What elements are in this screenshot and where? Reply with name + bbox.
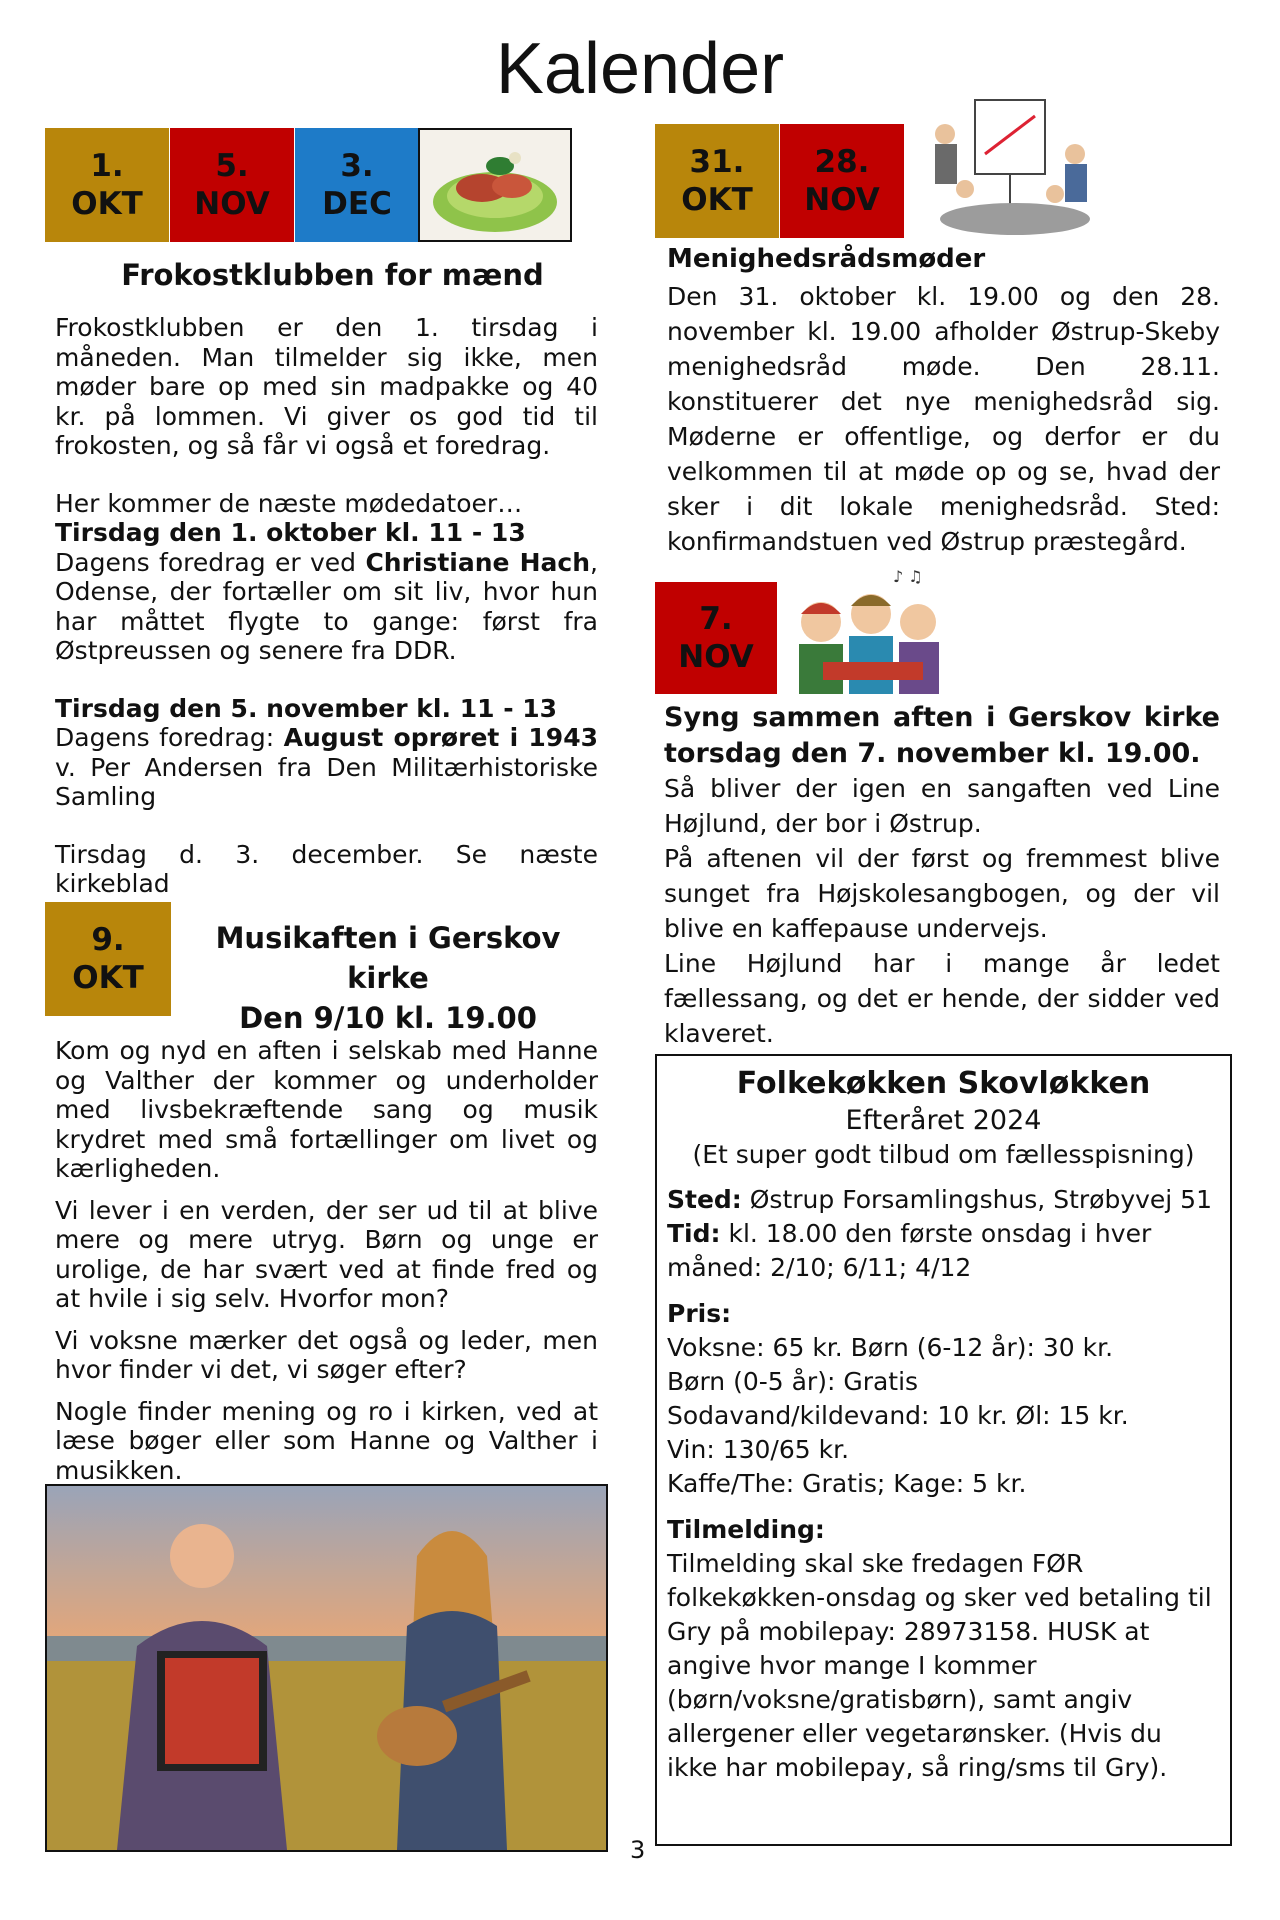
meni-heading: Menighedsrådsmøder: [667, 244, 986, 274]
musicians-photo: [45, 1484, 608, 1852]
musik-p2: Vi lever i en verden, der ser ud til at blive mere og mere utryg. Børn og unge er urolige, de har svært ved at finde fred og at hvile i sig selv. Hvorfor mon?: [55, 1195, 598, 1313]
badge-month: NOV: [194, 186, 270, 222]
page-number: 3: [630, 1836, 646, 1864]
badge-month: OKT: [72, 960, 144, 996]
date-badge-musik: [45, 902, 171, 1016]
syng-text: [664, 771, 1220, 1051]
badge-day: 1.: [90, 148, 124, 184]
page-title: Kalender: [495, 29, 785, 109]
folke-pris-line: Kaffe/The: Gratis; Kage: 5 kr.: [667, 1469, 1027, 1498]
date1-heading: Tirsdag den 1. oktober kl. 11 - 13: [55, 518, 526, 547]
date2-text: Dagens foredrag: August oprøret i 1943 v. Per Andersen fra Den Militærhistoriske Samling: [55, 723, 598, 811]
badge-month: NOV: [804, 182, 880, 218]
date-badge-meni-oct: [655, 124, 779, 238]
badge-day: 5.: [215, 148, 249, 184]
meeting-cartoon: [905, 94, 1120, 244]
folke-pris-line: Sodavand/kildevand: 10 kr. Øl: 15 kr.: [667, 1401, 1129, 1430]
folke-tilm-text: Tilmelding skal ske fredagen FØR folkekøkken-onsdag og sker ved betaling til Gry på mobilepay: 28973158. HUSK at angive hvor mange I kommer (børn/voksne/gratisbørn), samt angiv allergener eller vegetarønsker. (Hvis du ikke har mobilepay, så ring/sms til Gry).: [667, 1549, 1212, 1782]
folke-pris-line: Børn (0-5 år): Gratis: [667, 1367, 919, 1396]
badge-day: 3.: [340, 148, 374, 184]
frokost-dates-intro: Her kommer de næste mødedatoer…: [55, 488, 523, 518]
badge-day: 9.: [91, 922, 125, 958]
folkekokken-box: [655, 1054, 1232, 1846]
folke-subtitle: Efteråret 2024: [845, 1105, 1042, 1136]
date-badge-nov: [170, 128, 294, 242]
frokost-heading: Frokostklubben for mænd: [121, 258, 544, 292]
folke-pris-line: Vin: 130/65 kr.: [667, 1435, 850, 1464]
musik-heading-line1: Musikaften i Gerskov kirke: [215, 921, 561, 995]
folke-pris-label: Pris:: [667, 1299, 732, 1328]
date-badge-meni-nov: [780, 124, 904, 238]
folke-tid: Tid: kl. 18.00 den første onsdag i hver måned: 2/10; 6/11; 4/12: [667, 1219, 1152, 1282]
date-badge-syng: [655, 582, 777, 694]
syng-heading: Syng sammen aften i Gerskov kirke torsdag den 7. november kl. 19.00.: [664, 702, 1220, 769]
badge-month: NOV: [678, 639, 754, 675]
syng-p2: På aftenen vil der først og fremmest blive sunget fra Højskolesangbogen, og der vil blive en kaffepause undervejs.: [664, 844, 1220, 943]
syng-p3: Line Højlund har i mange år ledet fællessang, og det er hende, der sidder ved klaveret.: [664, 949, 1220, 1048]
musik-p4: Nogle finder mening og ro i kirken, ved at læse bøger eller som Hanne og Valther i musikken.: [55, 1396, 598, 1485]
meni-text: Den 31. oktober kl. 19.00 og den 28. november kl. 19.00 afholder Østrup-Skeby menighedsråd møde. Den 28.11. konstituerer det nye menighedsråd sig. Møderne er offentlige, og derfor er du velkommen til at møde op og se, hvad der sker i dit lokale menighedsråd. Sted: konfirmandstuen ved Østrup præstegård.: [667, 282, 1220, 556]
date2-heading: Tirsdag den 5. november kl. 11 - 13: [55, 693, 558, 723]
date-badge-oct: [45, 128, 169, 242]
badge-month: DEC: [322, 186, 392, 222]
folke-subtitle2: (Et super godt tilbud om fællesspisning): [692, 1140, 1195, 1169]
svg-text:♪ ♫: ♪ ♫: [893, 567, 923, 586]
folke-heading: Folkekøkken Skovløkken: [736, 1066, 1151, 1101]
badge-day: 31.: [689, 144, 745, 180]
musik-heading: [178, 918, 598, 1038]
musik-p3: Vi voksne mærker det også og leder, men hvor finder vi det, vi søger efter?: [55, 1325, 598, 1384]
badge-day: 28.: [814, 144, 870, 180]
badge-month: OKT: [681, 182, 753, 218]
folke-pris-line: Voksne: 65 kr. Børn (6-12 år): 30 kr.: [667, 1333, 1114, 1362]
folke-sted: Sted: Østrup Forsamlingshus, Strøbyvej 51: [667, 1185, 1212, 1214]
food-photo: [418, 128, 572, 242]
frokost-text: [55, 313, 598, 899]
musik-p1: Kom og nyd en aften i selskab med Hanne og Valther der kommer og underholder med livsbekræftende sang og musik krydret med små fortællinger om livet og kærligheden.: [55, 1036, 598, 1183]
frokost-intro: Frokostklubben er den 1. tirsdag i måneden. Man tilmelder sig ikke, men møder bare op med sin madpakke og 40 kr. på lommen. Vi giver os god tid til frokosten, og så får vi også et foredrag.: [55, 313, 598, 460]
musik-text: [55, 1036, 598, 1485]
badge-month: OKT: [71, 186, 143, 222]
folke-text: [657, 1183, 1230, 1785]
date1-text: Dagens foredrag er ved Christiane Hach, Odense, der fortæller om sit liv, hvor hun har måttet flygte to gange: først fra Østpreussen og senere fra DDR.: [55, 547, 598, 665]
singers-cartoon: [783, 562, 953, 697]
folke-tilm-label: Tilmelding:: [667, 1515, 825, 1544]
musik-heading-line2: Den 9/10 kl. 19.00: [239, 1001, 537, 1035]
syng-p1: Så bliver der igen en sangaften ved Line Højlund, der bor i Østrup.: [664, 774, 1220, 838]
date-badge-dec: [295, 128, 419, 242]
badge-day: 7.: [699, 601, 733, 637]
date3-text: Tirsdag d. 3. december. Se næste kirkeblad: [55, 839, 598, 898]
